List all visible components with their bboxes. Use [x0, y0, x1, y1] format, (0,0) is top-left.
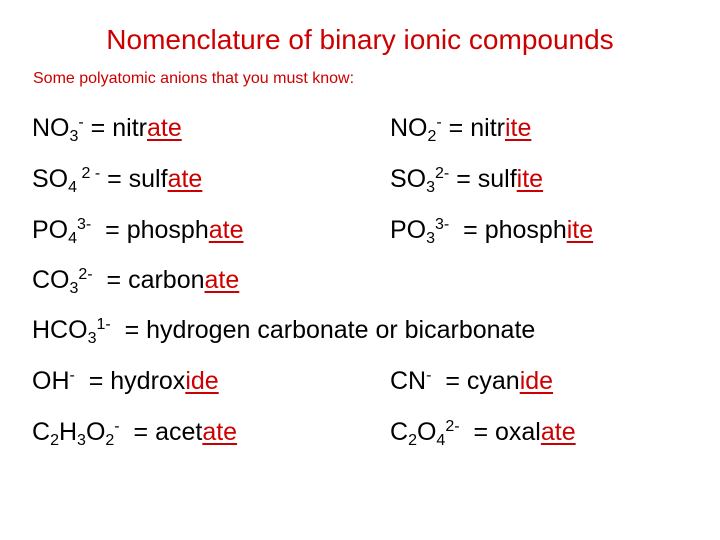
anion-suffix: ate	[540, 418, 576, 446]
anion-suffix: ite	[516, 165, 544, 193]
formula-subscript: 2	[408, 431, 417, 449]
formula	[32, 114, 84, 145]
formula-subscript: 3	[87, 329, 97, 347]
formula	[390, 165, 450, 196]
equals-sign: =	[459, 418, 495, 446]
equals-sign: =	[91, 216, 127, 244]
entry-sulfate	[32, 165, 203, 196]
anion-name: phosph	[126, 216, 209, 244]
formula-charge: 2-	[78, 266, 93, 284]
formula	[390, 216, 450, 247]
formula-subscript: 4	[436, 431, 446, 449]
formula-charge: 1-	[96, 316, 111, 334]
formula-text: NO	[390, 114, 428, 142]
formula-text: O	[85, 418, 106, 446]
formula-text: HCO	[32, 316, 88, 344]
formula-subscript: 2	[105, 431, 115, 449]
formula-subscript: 4	[68, 178, 78, 196]
formula-subscript: 3	[426, 229, 436, 247]
formula-text: OH	[32, 367, 70, 395]
equals-sign: =	[110, 316, 147, 344]
formula	[390, 367, 431, 395]
formula-text: C	[390, 418, 409, 446]
anion-suffix: ate	[146, 114, 182, 142]
formula-text: H	[58, 418, 78, 446]
equals-sign: =	[431, 367, 467, 395]
formula-charge: -	[426, 367, 432, 385]
equals-sign: =	[449, 165, 478, 193]
equals-sign: =	[92, 266, 129, 294]
page-title: Nomenclature of binary ionic compounds	[106, 24, 614, 55]
formula	[32, 418, 120, 449]
entry-bicarbonate	[32, 316, 536, 347]
entry-nitrate	[32, 114, 182, 145]
formula-text: O	[416, 418, 437, 446]
formula-text: CO	[32, 266, 70, 294]
equals-sign: =	[449, 216, 485, 244]
formula-charge: 3-	[77, 216, 92, 234]
formula-text: SO	[32, 165, 69, 193]
formula-charge: 2 -	[77, 165, 101, 183]
formula-subscript: 2	[50, 431, 59, 449]
formula-text: NO	[32, 114, 70, 142]
formula	[32, 165, 101, 196]
anion-name: acet	[155, 418, 203, 446]
formula-subscript: 4	[68, 229, 78, 247]
anion-suffix: ate	[202, 418, 238, 446]
formula-charge: 2-	[435, 165, 450, 183]
formula	[32, 216, 92, 247]
anion-name: sulf	[477, 165, 517, 193]
equals-sign: =	[83, 114, 113, 142]
anion-suffix: ite	[566, 216, 594, 244]
formula-charge: -	[78, 114, 84, 132]
anion-name: nitr	[112, 114, 147, 142]
entry-nitrite	[390, 114, 532, 145]
entry-phosphite	[390, 216, 594, 247]
formula-charge: 2-	[445, 418, 460, 436]
equals-sign: =	[74, 367, 111, 395]
anion-name: nitr	[470, 114, 505, 142]
anion-suffix: ide	[185, 367, 219, 395]
equals-sign: =	[441, 114, 471, 142]
entry-acetate	[32, 418, 238, 449]
formula-charge: 3-	[435, 216, 450, 234]
anion-suffix: ate	[208, 216, 244, 244]
equals-sign: =	[119, 418, 156, 446]
formula-subscript: 3	[426, 178, 436, 196]
anion-name: hydrogen carbonate or bicarbonate	[146, 316, 536, 344]
formula-subscript: 2	[427, 127, 437, 145]
entry-carbonate	[32, 266, 240, 297]
anion-suffix: ate	[167, 165, 203, 193]
formula-charge: -	[69, 367, 75, 385]
formula-text: PO	[32, 216, 69, 244]
entry-sulfite	[390, 165, 544, 196]
entry-oxalate	[390, 418, 576, 449]
anion-name: sulf	[128, 165, 168, 193]
anion-name: oxal	[495, 418, 541, 446]
formula	[390, 418, 460, 449]
page-subtitle: Some polyatomic anions that you must know:	[33, 70, 355, 87]
entry-hydroxide	[32, 369, 219, 394]
anion-suffix: ide	[519, 367, 554, 395]
formula	[32, 367, 75, 395]
formula	[32, 316, 111, 347]
formula-text: C	[32, 418, 51, 446]
formula-text: PO	[390, 216, 427, 244]
formula-subscript: 3	[69, 127, 79, 145]
anion-suffix: ate	[204, 266, 240, 294]
anion-name: carbon	[128, 266, 205, 294]
anion-name: cyan	[466, 367, 520, 395]
anion-name: phosph	[484, 216, 567, 244]
formula-charge: -	[114, 418, 120, 436]
entry-cyanide	[390, 369, 553, 394]
equals-sign: =	[100, 165, 129, 193]
formula-subscript: 3	[69, 279, 79, 297]
formula	[32, 266, 93, 297]
anion-suffix: ite	[504, 114, 532, 142]
anion-name: hydrox	[110, 367, 186, 395]
formula-text: SO	[390, 165, 427, 193]
formula	[390, 114, 442, 145]
formula-text: CN	[390, 367, 427, 395]
formula-charge: -	[436, 114, 442, 132]
entry-phosphate	[32, 216, 244, 247]
formula-subscript: 3	[77, 431, 86, 449]
